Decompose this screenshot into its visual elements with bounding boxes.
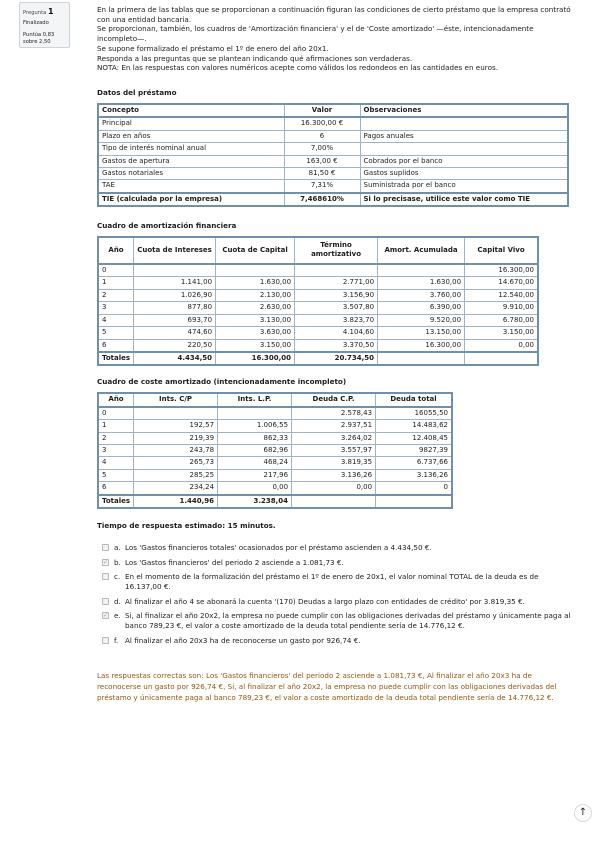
table-cell xyxy=(134,407,218,420)
tie-row xyxy=(98,193,568,206)
table-cell: 16.300,00 xyxy=(378,339,465,352)
table-cell: Cobrados por el banco xyxy=(360,155,568,167)
table-row xyxy=(98,457,452,469)
loan-data-table xyxy=(97,103,569,208)
answer-option xyxy=(97,558,573,568)
intro-paragraph: Se supone formalizado el préstamo el 1º de enero del año 20x1. xyxy=(97,43,329,53)
table-cell: 0,00 xyxy=(292,482,376,495)
answer-checkbox[interactable] xyxy=(102,637,109,644)
table-cell xyxy=(218,407,292,420)
answer-checkbox[interactable] xyxy=(102,544,109,551)
table-cell: Suministrada por el banco xyxy=(360,180,568,193)
option-letter: c. xyxy=(114,572,121,582)
intro-paragraph: Responda a las preguntas que se plantean indicando qué afirmaciones son verdaderas. xyxy=(97,53,413,63)
table-cell xyxy=(378,264,465,277)
table-cell: 3.630,00 xyxy=(216,327,295,339)
table-cell: 6.737,66 xyxy=(376,457,452,469)
table-cell: 3.238,04 xyxy=(218,495,292,508)
table-cell: 3.150,00 xyxy=(216,339,295,352)
table-cell: 3.264,02 xyxy=(292,432,376,444)
table-row xyxy=(98,167,568,179)
scroll-top-button[interactable] xyxy=(574,804,592,822)
table-cell xyxy=(378,352,465,365)
answer-checkbox[interactable] xyxy=(102,612,109,619)
table-row xyxy=(98,314,538,326)
table-cell xyxy=(134,264,216,277)
table-cell: Gastos suplidos xyxy=(360,167,568,179)
table-cell: 3.370,50 xyxy=(295,339,378,352)
table-cell: 4 xyxy=(98,314,134,326)
answer-option xyxy=(97,572,573,591)
question-number: 1 xyxy=(47,7,54,16)
table-row xyxy=(98,339,538,352)
question-label: Pregunta xyxy=(23,10,47,16)
question-content xyxy=(97,5,573,703)
table-header-row xyxy=(98,237,538,264)
column-header: Deuda total xyxy=(376,393,452,406)
table-row xyxy=(98,264,538,277)
table-row xyxy=(98,180,568,193)
time-estimate: Tiempo de respuesta estimado: 15 minutos. xyxy=(97,521,276,531)
table-cell: 1 xyxy=(98,277,134,289)
table-cell: 2.630,00 xyxy=(216,302,295,314)
table-cell: 5 xyxy=(98,327,134,339)
table-cell: 0 xyxy=(98,264,134,277)
table-cell: 7,31% xyxy=(284,180,360,193)
table-row xyxy=(98,444,452,456)
table-row xyxy=(98,432,452,444)
table-row xyxy=(98,155,568,167)
column-header: Concepto xyxy=(98,104,284,117)
table-cell: 1.440,96 xyxy=(134,495,218,508)
option-letter: f. xyxy=(114,635,119,645)
table-cell: 4.104,60 xyxy=(295,327,378,339)
table-cell: 2.130,00 xyxy=(216,289,295,301)
table-cell: 16.300,00 € xyxy=(284,117,360,130)
table-cell: 2.771,00 xyxy=(295,277,378,289)
column-header: Año xyxy=(98,237,134,264)
table-cell: 3.136,26 xyxy=(292,469,376,481)
table-cell: 3.819,35 xyxy=(292,457,376,469)
table-cell: Tipo de interés nominal anual xyxy=(98,143,284,155)
table-cell: 474,60 xyxy=(134,327,216,339)
table-row xyxy=(98,289,538,301)
table-cell: 16.300,00 xyxy=(465,264,538,277)
column-header: Valor xyxy=(284,104,360,117)
question-label-line xyxy=(23,6,66,18)
table-cell: 6 xyxy=(284,130,360,142)
table-cell: 468,24 xyxy=(218,457,292,469)
column-header: Deuda C.P. xyxy=(292,393,376,406)
table-cell: 16055,50 xyxy=(376,407,452,420)
table-cell: 285,25 xyxy=(134,469,218,481)
table-cell: 234,24 xyxy=(134,482,218,495)
table-cell xyxy=(295,264,378,277)
table-cell: 6 xyxy=(98,339,134,352)
column-header: Término amortizativo xyxy=(295,237,378,264)
checkmark-icon: ✓ xyxy=(103,612,109,620)
intro-paragraph: Se proporcionan, también, los cuadros de 'Amortización financiera' y el de 'Coste amortizado' —éste, intencionadamente incompleto—. xyxy=(97,24,534,44)
table-cell: 163,00 € xyxy=(284,155,360,167)
table-cell: 3.156,90 xyxy=(295,289,378,301)
column-header: Ints. L.P. xyxy=(218,393,292,406)
option-letter: d. xyxy=(114,596,121,606)
table-cell: 6.780,00 xyxy=(465,314,538,326)
table-cell: 9.520,00 xyxy=(378,314,465,326)
option-letter: e. xyxy=(114,611,121,621)
table-row xyxy=(98,469,452,481)
table-cell: 9.910,00 xyxy=(465,302,538,314)
table-cell: 6 xyxy=(98,482,134,495)
table-cell xyxy=(360,143,568,155)
table-cell xyxy=(216,264,295,277)
table-row xyxy=(98,420,452,432)
amortization-table xyxy=(97,236,539,367)
table-header-row xyxy=(98,104,568,117)
intro-paragraph: NOTA: En las respuestas con valores numéricos acepte como válidos los redondeos en las cantidades en euros. xyxy=(97,63,498,73)
table-cell: 0 xyxy=(376,482,452,495)
option-text: Al finalizar el año 20x3 ha de reconocerse un gasto por 926,74 €. xyxy=(125,635,361,645)
table-cell: 1.630,00 xyxy=(378,277,465,289)
table-cell: 3.507,80 xyxy=(295,302,378,314)
option-text: Los 'Gastos financieros totales' ocasionados por el préstamo ascienden a 4.434,50 €. xyxy=(125,542,432,552)
table-cell: 862,33 xyxy=(218,432,292,444)
table-cell: 12.540,00 xyxy=(465,289,538,301)
table-cell: Gastos notariales xyxy=(98,167,284,179)
option-letter: b. xyxy=(114,557,121,567)
loan-table-title: Datos del préstamo xyxy=(97,88,177,98)
coste-table-title: Cuadro de coste amortizado (intencionadamente incompleto) xyxy=(97,377,347,387)
column-header: Año xyxy=(98,393,134,406)
answer-option xyxy=(97,543,573,553)
table-cell: 2.578,43 xyxy=(292,407,376,420)
table-cell: 0,00 xyxy=(218,482,292,495)
column-header: Cuota de Capital xyxy=(216,237,295,264)
option-letter: a. xyxy=(114,542,121,552)
question-info-box xyxy=(19,2,70,48)
table-cell: 14.483,62 xyxy=(376,420,452,432)
table-cell: 3 xyxy=(98,302,134,314)
table-cell: 0 xyxy=(98,407,134,420)
table-cell: 6.390,00 xyxy=(378,302,465,314)
table-cell: 220,50 xyxy=(134,339,216,352)
table-cell: Si lo precisase, utilice este valor como TIE xyxy=(360,193,568,206)
table-cell: 1 xyxy=(98,420,134,432)
table-cell: Principal xyxy=(98,117,284,130)
table-cell: 3.760,00 xyxy=(378,289,465,301)
answer-options xyxy=(97,543,573,646)
amort-table-title: Cuadro de amortización financiera xyxy=(97,221,237,231)
table-cell: 7,468610% xyxy=(284,193,360,206)
table-cell: 1.630,00 xyxy=(216,277,295,289)
table-cell: 1.141,00 xyxy=(134,277,216,289)
table-cell: 5 xyxy=(98,469,134,481)
answer-option xyxy=(97,611,573,630)
column-header: Ints. C/P xyxy=(134,393,218,406)
table-cell: 3.557,97 xyxy=(292,444,376,456)
table-cell: 219,39 xyxy=(134,432,218,444)
column-header: Amort. Acumulada xyxy=(378,237,465,264)
table-row xyxy=(98,143,568,155)
table-row xyxy=(98,407,452,420)
column-header: Capital Vivo xyxy=(465,237,538,264)
intro-paragraph: En la primera de las tablas que se proporcionan a continuación figuran las condiciones de cierto préstamo que la empresa contrató con una entidad bancaria. xyxy=(97,5,571,24)
table-cell xyxy=(376,495,452,508)
answer-checkbox[interactable] xyxy=(102,598,109,605)
arrow-up-icon: ↑ xyxy=(578,807,588,818)
table-cell: 14.670,00 xyxy=(465,277,538,289)
table-cell: 243,78 xyxy=(134,444,218,456)
table-cell: 4.434,50 xyxy=(134,352,216,365)
table-cell: 81,50 € xyxy=(284,167,360,179)
option-text: En el momento de la formalización del préstamo el 1º de enero de 20x1, el valor nominal TOTAL de la deuda es de 16.137,00 €. xyxy=(125,572,539,591)
table-cell: Gastos de apertura xyxy=(98,155,284,167)
question-state: Finalizado xyxy=(23,20,49,26)
table-cell: Pagos anuales xyxy=(360,130,568,142)
table-row xyxy=(98,130,568,142)
table-cell: 1.026,90 xyxy=(134,289,216,301)
answer-checkbox[interactable] xyxy=(102,573,109,580)
column-header: Observaciones xyxy=(360,104,568,117)
table-cell: 2.937,51 xyxy=(292,420,376,432)
table-cell: Totales xyxy=(98,352,134,365)
table-cell: 1.006,55 xyxy=(218,420,292,432)
table-cell: 217,96 xyxy=(218,469,292,481)
table-cell: 192,57 xyxy=(134,420,218,432)
table-cell: 3.823,70 xyxy=(295,314,378,326)
table-cell: 13.150,00 xyxy=(378,327,465,339)
table-header-row xyxy=(98,393,452,406)
option-text: Los 'Gastos financieros' del periodo 2 asciende a 1.081,73 €. xyxy=(125,557,344,567)
column-header: Cuota de Intereses xyxy=(134,237,216,264)
table-cell: 2 xyxy=(98,432,134,444)
answer-checkbox[interactable] xyxy=(102,559,109,566)
table-cell: 3.150,00 xyxy=(465,327,538,339)
table-cell: 2 xyxy=(98,289,134,301)
answer-option xyxy=(97,597,573,607)
table-cell: 3 xyxy=(98,444,134,456)
table-cell: 16.300,00 xyxy=(216,352,295,365)
table-cell: 877,80 xyxy=(134,302,216,314)
table-cell: 265,73 xyxy=(134,457,218,469)
table-row xyxy=(98,302,538,314)
table-cell: 12.408,45 xyxy=(376,432,452,444)
table-cell: 7,00% xyxy=(284,143,360,155)
table-cell: 682,96 xyxy=(218,444,292,456)
table-row xyxy=(98,327,538,339)
table-cell: Plazo en años xyxy=(98,130,284,142)
table-cell xyxy=(292,495,376,508)
table-cell: Totales xyxy=(98,495,134,508)
table-cell: 4 xyxy=(98,457,134,469)
correct-answer-feedback: Las respuestas correctas son: Los 'Gastos financieros' del periodo 2 asciende a 1.081,73 €, Al finalizar el año 20x3 ha de reconocerse un gasto por 926,74 €, Si, al finalizar el año 20x2, la empresa no puede cumplir con las obligaciones derivadas del préstamo y únicamente paga al banco 789,23 €, el valor a coste amortizado de la deuda total pendiente sería de 14.776,12 €. xyxy=(97,670,557,702)
table-cell: 693,70 xyxy=(134,314,216,326)
table-cell: TAE xyxy=(98,180,284,193)
amortized-cost-table xyxy=(97,392,453,509)
option-text: Al finalizar el año 4 se abonará la cuenta '(170) Deudas a largo plazo con entidades de crédito' por 3.819,35 €. xyxy=(125,596,525,606)
question-intro xyxy=(97,5,573,73)
totals-row xyxy=(98,352,538,365)
totals-row xyxy=(98,495,452,508)
table-row xyxy=(98,117,568,130)
table-cell: 0,00 xyxy=(465,339,538,352)
answer-option xyxy=(97,636,573,646)
table-cell: 9827,39 xyxy=(376,444,452,456)
table-cell: 20.734,50 xyxy=(295,352,378,365)
table-cell: TIE (calculada por la empresa) xyxy=(98,193,284,206)
table-row xyxy=(98,482,452,495)
table-row xyxy=(98,277,538,289)
table-cell: 3.136,26 xyxy=(376,469,452,481)
table-cell: 3.130,00 xyxy=(216,314,295,326)
checkmark-icon: ✓ xyxy=(103,558,109,566)
option-text: Si, al finalizar el año 20x2, la empresa no puede cumplir con las obligaciones derivadas del préstamo y únicamente paga al banco 789,23 €, el valor a coste amortizado de la deuda total pendiente sería de 14.776,12 €. xyxy=(125,611,571,631)
table-cell xyxy=(465,352,538,365)
question-score: Puntúa 0,83 sobre 2,50 xyxy=(23,31,55,45)
table-cell xyxy=(360,117,568,130)
